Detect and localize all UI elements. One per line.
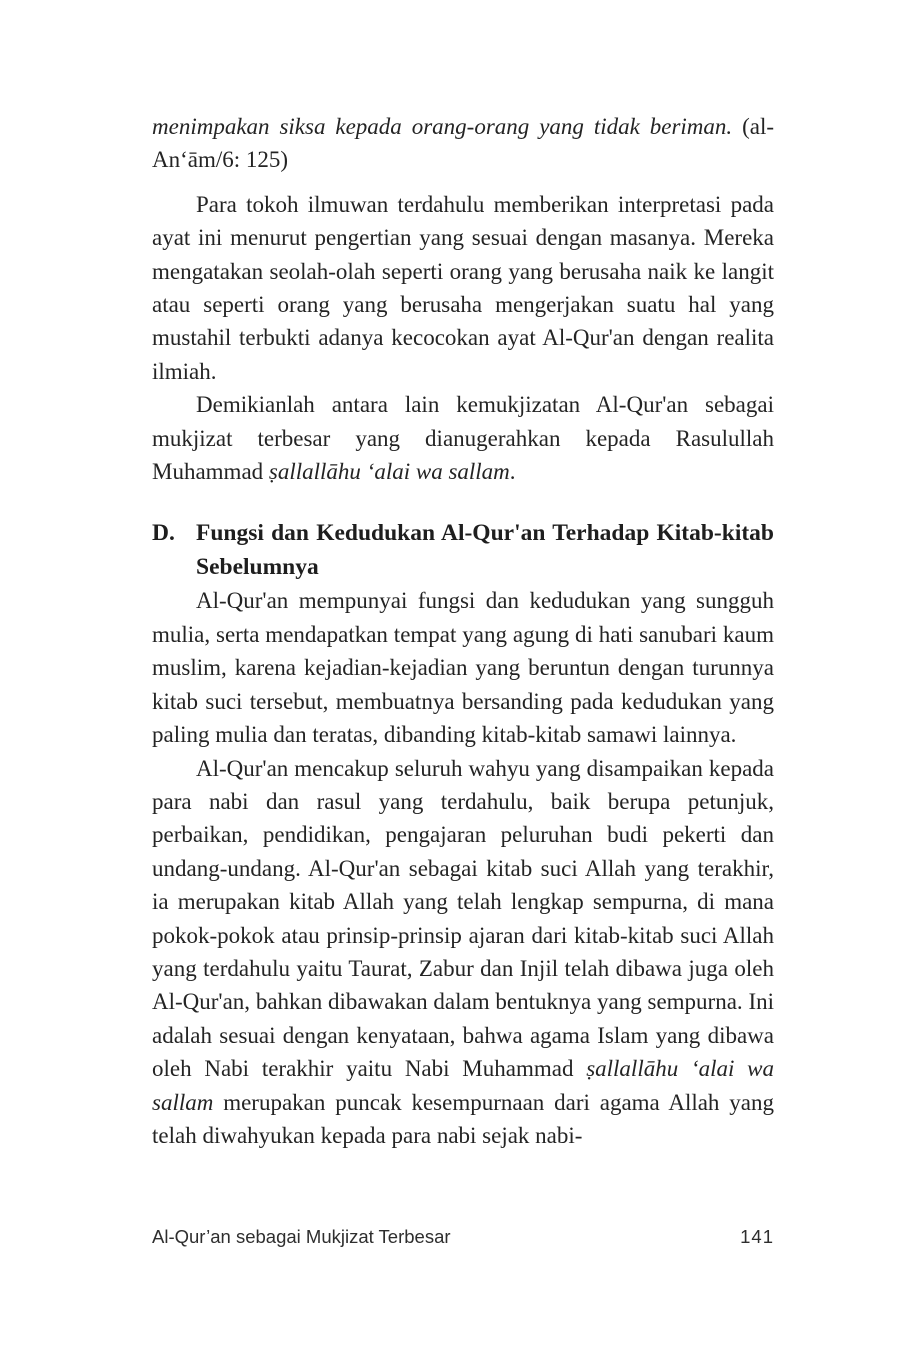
italic-text-run: ṣallallāhu ‘alai wa sallam (152, 1056, 775, 1115)
page-footer (152, 1226, 774, 1248)
running-footer-title: Al-Qur’an sebagai Mukjizat Terbesar (152, 1226, 451, 1247)
italic-text-run: ṣallallāhu ‘alai wa sallam (268, 459, 510, 485)
page-number: 141 (740, 1226, 774, 1247)
paragraph-fungsi-kedudukan (152, 584, 774, 751)
paragraph-kemukjizatan (152, 388, 774, 488)
section-label: D. (152, 520, 175, 547)
text-run: merupakan puncak kesempurnaan dari agama Allah yang telah diwahyukan kepada para nabi sejak nabi- (152, 1089, 774, 1148)
page-text-block (152, 110, 774, 1152)
text-run: . (509, 459, 516, 485)
section-heading (152, 516, 774, 584)
text-run: Demikianlah antara lain kemukjizatan Al-Qur'an sebagai mukjizat terbesar yang dianugerahkan kepada Rasulullah Muhammad (152, 392, 774, 485)
italic-text-run: menimpakan siksa kepada orang-orang yang tidak beriman. (152, 114, 733, 139)
text-run: (al-An‘ām/6: 125) (152, 114, 774, 173)
paragraph-mencakup-wahyu (152, 752, 774, 1153)
paragraph-interpretasi (152, 188, 774, 388)
quote-verse-continuation (152, 110, 774, 177)
text-run: Al-Qur'an mempunyai fungsi dan kedudukan yang sungguh mulia, serta mendapatkan tempat yang agung di hati sanubari kaum muslim, karena kejadian-kejadian yang beruntun dengan turunnya kitab suci tersebut, membuatnya bersanding pada kedudukan yang paling mulia dan teratas, dibanding kitab-kitab samawi lainnya. (152, 588, 774, 748)
text-run: Al-Qur'an mencakup seluruh wahyu yang disampaikan kepada para nabi dan rasul yang terdahulu, baik berupa petunjuk, perbaikan, pendidikan, pengajaran peluruhan budi pekerti dan undang-undang. Al-Qur'an sebagai kitab suci Allah yang terakhir, ia merupakan kitab Allah yang telah lengkap sempurna, di mana pokok-pokok atau prinsip-prinsip ajaran dari kitab-kitab suci Allah yang terdahulu yaitu Taurat, Zabur dan Injil telah dibawa juga oleh Al-Qur'an, bahkan dibawakan dalam bentuknya yang sempurna. Ini adalah sesuai dengan kenyataan, bahwa agama Islam yang dibawa oleh Nabi terakhir yaitu Nabi Muhammad (152, 755, 774, 1082)
text-run: Para tokoh ilmuwan terdahulu memberikan interpretasi pada ayat ini menurut pengertian yang sesuai dengan masanya. Mereka mengatakan seolah-olah seperti orang yang berusaha naik ke langit atau seperti orang yang berusaha mengerjakan suatu hal yang mustahil terbukti adanya kecocokan ayat Al-Qur'an dengan realita ilmiah. (152, 191, 774, 384)
section-title: Fungsi dan Kedudukan Al-Qur'an Terhadap Kitab-kitab Sebelumnya (196, 520, 774, 581)
